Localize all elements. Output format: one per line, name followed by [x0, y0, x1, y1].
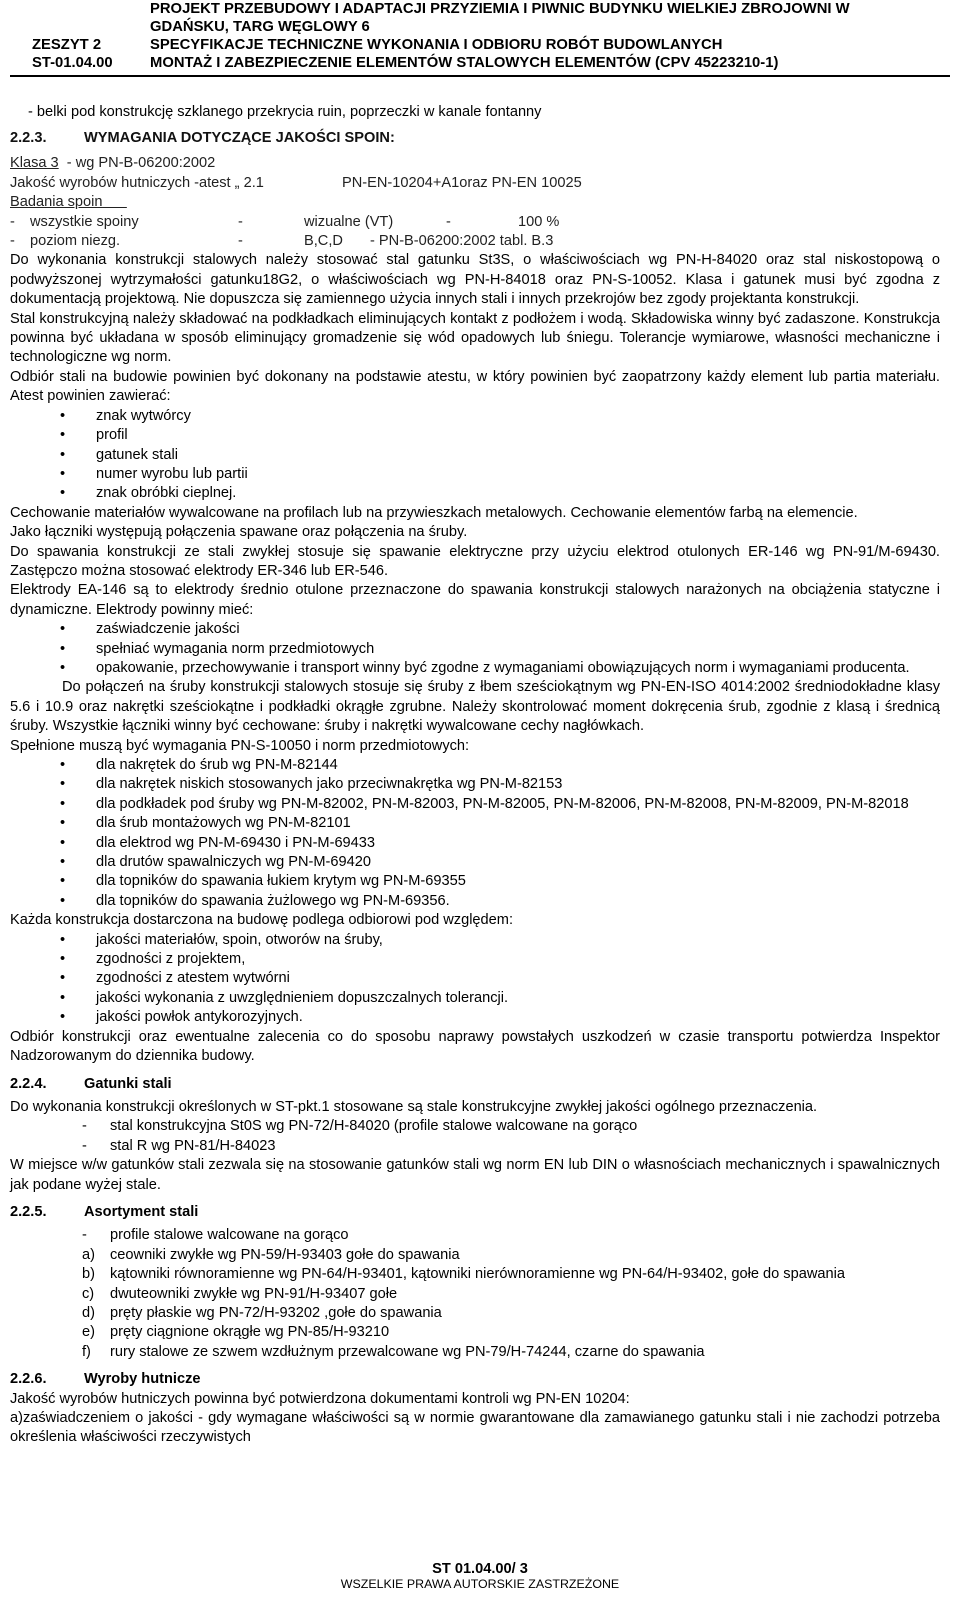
list-item: • numer wyrobu lub partii: [10, 465, 940, 484]
section-2-2-4-heading: 2.2.4. Gatunki stali: [10, 1075, 172, 1092]
paragraph: Do wykonania konstrukcji określonych w ST-pkt.1 stosowane są stale konstrukcyjne zwykłej jakości ogólnego przeznaczenia.: [10, 1098, 818, 1115]
intro-text: - belki pod konstrukcję szklanego przekrycia ruin, poprzeczki w kanale fontanny: [28, 104, 542, 120]
list-item: d) pręty płaskie wg PN-72/H-93202 ,gołe do spawania: [82, 1304, 442, 1321]
paragraph: a)zaświadczeniem o jakości - gdy wymagane właściwości są w normie gwarantowane dla zamawianego gatunku stali i nie zachodzi potrzeba określenia właściwości rzeczywistych: [10, 1410, 940, 1446]
section-heading: [10, 129, 940, 148]
paragraph: Do połączeń na śruby konstrukcji stalowych stosuje się śruby z łbem sześciokątnym wg PN-EN-ISO 4014:2002 średniodokładne klasy 5.6 i 10.9 oraz nakrętki sześciokątne i podkładki okrągłe zgrubne. Należy skontrolować moment dokręcenia śrub, zgodnie z klasą i średnicą śruby. Wszystkie łączniki winny być cechowane: śruby i nakrętki wywalcowane cechy nagłówkach.: [10, 679, 940, 735]
header-line1: PROJEKT PRZEBUDOWY I ADAPTACJI PRZYZIEMIA I PIWNIC BUDYNKU WIELKIEJ ZBROJOWNI W: [150, 1, 850, 17]
list-item: e) pręty ciągnione okrągłe wg PN-85/H-93210: [82, 1324, 390, 1341]
paragraph: Do wykonania konstrukcji stalowych należy stosować stal gatunku St3S, o właściwościach wg PN-H-84020 oraz stal niskostopową o podwyższonej wytrzymałości gatunku18G2, o właściwościach wg PN-H-84018 oraz PN-S-10052. Klasa i gatunek musi być zgodna z dokumentacją projektową. Nie dopuszcza się zamiennego użycia innych stali i innych przekrojów bez zgody projektanta konstrukcji.: [10, 252, 940, 308]
header-divider: [10, 75, 950, 77]
jakosc-label: Jakość wyrobów hutniczych -atest „ 2.1: [10, 174, 264, 191]
badania-row-2: - poziom niezg. - B,C,D - PN-B-06200:2002 tabl. B.3: [10, 233, 554, 250]
list-item: b) kątowniki równoramienne wg PN-64/H-93401, kątowniki nierównoramienne wg PN-64/H-93402, gołe do spawania: [82, 1266, 845, 1283]
paragraph: Do spawania konstrukcji ze stali zwykłej stosuje się spawanie elektryczne przy użyciu elektrod otulonych ER-146 wg PN-91/M-69430. Zastępczo można stosować elektrody ER-346 lub ER-546.: [10, 543, 940, 579]
list-item: • profil: [10, 426, 940, 445]
jakosc-norm: PN-EN-10204+A1oraz PN-EN 10025: [342, 174, 582, 191]
intro-line: [10, 103, 940, 122]
klasa-label: Klasa 3: [10, 155, 59, 172]
section-2-2-5-heading: 2.2.5. Asortyment stali: [10, 1203, 199, 1220]
copyright-notice: WSZELKIE PRAWA AUTORSKIE ZASTRZEŻONE: [340, 1577, 620, 1591]
header-line2: GDAŃSKU, TARG WĘGLOWY 6: [150, 19, 370, 35]
paragraph: Jakość wyrobów hutniczych powinna być potwierdzona dokumentami kontroli wg PN-EN 10204:: [10, 1390, 630, 1407]
header-zeszyt: ZESZYT 2: [32, 37, 102, 53]
section-2-2-6-heading: 2.2.6. Wyroby hutnicze: [10, 1371, 201, 1388]
list-item: • dla nakrętek niskich stosowanych jako przeciwnakrętka wg PN-M-82153: [10, 775, 940, 794]
paragraph: Cechowanie materiałów wywalcowane na profilach lub na przywieszkach metalowych. Cechowanie elementów farbą na elemencie.: [10, 504, 858, 521]
list-item: • znak wytwórcy: [10, 407, 940, 426]
list-item: • znak obróbki cieplnej.: [10, 484, 940, 503]
list-item: • jakości wykonania z uwzględnieniem dopuszczalnych tolerancji.: [10, 989, 940, 1008]
list-item: • dla śrub montażowych wg PN-M-82101: [10, 814, 940, 833]
list-item: - stal R wg PN-81/H-84023: [82, 1137, 276, 1154]
list-item: • dla nakrętek do śrub wg PN-M-82144: [10, 756, 940, 775]
paragraph: Stal konstrukcyjną należy składować na podkładkach eliminujących kontakt z podłożem i wodą. Składowiska winny być zadaszone. Konstrukcja powinna być układana w sposób eliminujący gromadzenie się wód opadowych lub śniegu. Tolerancje wymiarowe, własności mechaniczne i technologiczne wg norm.: [10, 310, 940, 366]
paragraph: Jako łączniki występują połączenia spawane oraz połączenia na śruby.: [10, 524, 468, 541]
list-item: • jakości powłok antykorozyjnych.: [10, 1008, 940, 1027]
header-line4: MONTAŻ I ZABEZPIECZENIE ELEMENTÓW STALOWYCH ELEMENTÓW (CPV 45223210-1): [150, 55, 779, 71]
paragraph: Odbiór stali na budowie powinien być dokonany na podstawie atestu, w który powinien być zaopatrzony każdy element lub partia materiału. Atest powinien zawierać:: [10, 368, 940, 405]
badania-row-1: - wszystkie spoiny - wizualne (VT) - 100 %: [10, 213, 560, 230]
jakosc-line: [10, 174, 940, 193]
paragraph: Elektrody EA-146 są to elektrody średnio otulone przeznaczone do spawania konstrukcji stalowych narażonych na obciążenia statyczne i dynamiczne. Elektrody powinny mieć:: [10, 582, 940, 618]
list-item: - profile stalowe walcowane na gorąco: [82, 1227, 349, 1244]
list-item: • zaświadczenie jakości: [10, 620, 940, 639]
header-line3: SPECYFIKACJE TECHNICZNE WYKONANIA I ODBIORU ROBÓT BUDOWLANYCH: [150, 37, 723, 53]
page-footer: [0, 1562, 960, 1592]
section-title: WYMAGANIA DOTYCZĄCE JAKOŚCI SPOIN:: [84, 130, 395, 146]
badania-label: Badania spoin: [10, 194, 103, 211]
page-number: ST 01.04.00/ 3: [432, 1561, 528, 1577]
list-item: • dla elektrod wg PN-M-69430 i PN-M-69433: [10, 834, 940, 853]
list-item: • spełniać wymagania norm przedmiotowych: [10, 640, 940, 659]
section-number: 2.2.3.: [10, 130, 47, 146]
klasa-norm: - wg PN-B-06200:2002: [58, 155, 216, 172]
list-item: a) ceowniki zwykłe wg PN-59/H-93403 gołe do spawania: [82, 1246, 460, 1263]
list-item: • zgodności z projektem,: [10, 950, 940, 969]
klasa-line: [10, 154, 940, 173]
list-item: • dla topników do spawania łukiem krytym wg PN-M-69355: [10, 872, 940, 891]
list-item: • jakości materiałów, spoin, otworów na śruby,: [10, 931, 940, 950]
list-item: • gatunek stali: [10, 446, 940, 465]
header-code: ST-01.04.00: [32, 55, 113, 71]
list-item: • opakowanie, przechowywanie i transport winny być zgodne z wymaganiami obowiązujących norm i wymaganiami producenta.: [10, 659, 940, 678]
list-item: • zgodności z atestem wytwórni: [10, 969, 940, 988]
list-item: c) dwuteowniki zwykłe wg PN-91/H-93407 gołe: [82, 1285, 398, 1302]
paragraph: Spełnione muszą być wymagania PN-S-10050 i norm przedmiotowych:: [10, 737, 470, 754]
list-item: - stal konstrukcyjna St0S wg PN-72/H-84020 (profile stalowe walcowane na gorąco: [82, 1118, 638, 1135]
list-item: f) rury stalowe ze szwem wzdłużnym przewalcowane wg PN-79/H-74244, czarne do spawania: [82, 1343, 705, 1360]
paragraph: Każda konstrukcja dostarczona na budowę podlega odbiorowi pod względem:: [10, 912, 513, 929]
section-2-2-3: [10, 129, 940, 1448]
list-item: • dla podkładek pod śruby wg PN-M-82002, PN-M-82003, PN-M-82005, PN-M-82006, PN-M-82008, PN-M-82009, PN-M-82018: [10, 795, 940, 814]
document-header: [32, 0, 932, 72]
paragraph: W miejsce w/w gatunków stali zezwala się na stosowanie gatunków stali wg norm EN lub DIN o własnościach mechanicznych i spawalnicznych jak podane wyżej stale.: [10, 1157, 940, 1193]
paragraph: Odbiór konstrukcji oraz ewentualne zalecenia co do sposobu naprawy powstałych uszkodzeń w czasie transportu potwierdza Inspektor Nadzorowanym do dziennika budowy.: [10, 1028, 940, 1065]
list-item: • dla drutów spawalniczych wg PN-M-69420: [10, 853, 940, 872]
list-item: • dla topników do spawania żużlowego wg PN-M-69356.: [10, 892, 940, 911]
